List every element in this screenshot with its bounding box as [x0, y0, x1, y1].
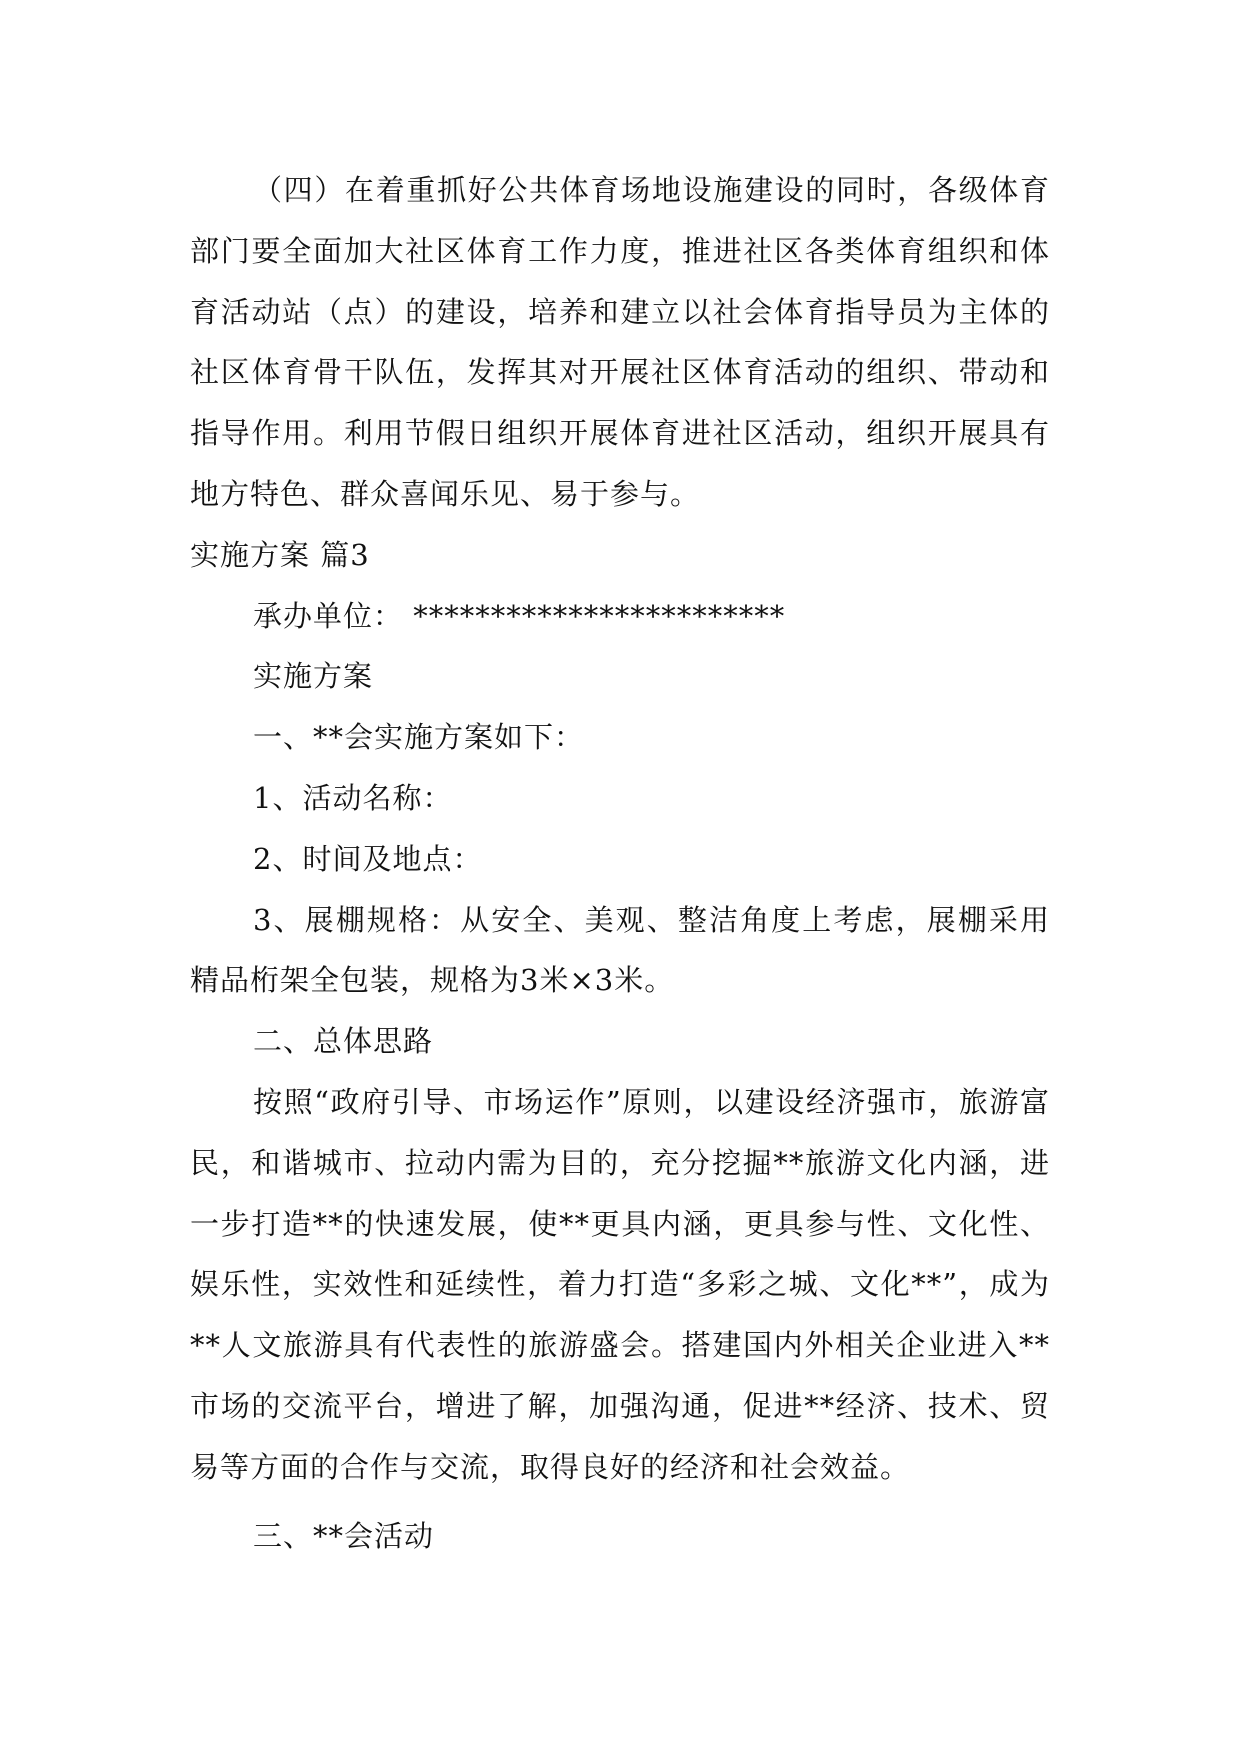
- paragraph-section-two: 二、总体思路: [253, 1024, 434, 1059]
- paragraph-section-one: 一、**会实施方案如下：: [253, 720, 585, 755]
- paragraph-section-three: 三、**会活动: [253, 1518, 435, 1553]
- document-body: [190, 160, 1050, 1566]
- heading-implementation-plan-3: 实施方案 篇3: [190, 537, 370, 572]
- paragraph-organizer: 承办单位： ************************: [253, 598, 786, 633]
- paragraph-item-1: 1、活动名称：: [253, 780, 453, 815]
- paragraph-section-four: （四）在着重抓好公共体育场地设施建设的同时，各级体育部门要全面加大社区体育工作力度，推进社区各类体育组织和体育活动站（点）的建设，培养和建立以社会体育指导员为主体的社区体育骨干队伍，发挥其对开展社区体育活动的组织、带动和指导作用。利用节假日组织开展体育进社区活动，组织开展具有地方特色、群众喜闻乐见、易于参与。: [190, 173, 1050, 511]
- paragraph-item-3: 3、展棚规格：从安全、美观、整洁角度上考虑，展棚采用精品桁架全包装，规格为3米×3米。: [190, 902, 1050, 998]
- paragraph-plan-title: 实施方案: [253, 659, 374, 694]
- paragraph-overall-approach: 按照“政府引导、市场运作”原则，以建设经济强市，旅游富民，和谐城市、拉动内需为目的，充分挖掘**旅游文化内涵，进一步打造**的快速发展，使**更具内涵，更具参与性、文化性、娱乐性，实效性和延续性，着力打造“多彩之城、文化**”，成为**人文旅游具有代表性的旅游盛会。搭建国内外相关企业进入**市场的交流平台，增进了解，加强沟通，促进**经济、技术、贸易等方面的合作与交流，取得良好的经济和社会效益。: [190, 1084, 1050, 1484]
- paragraph-item-2: 2、时间及地点：: [253, 841, 483, 876]
